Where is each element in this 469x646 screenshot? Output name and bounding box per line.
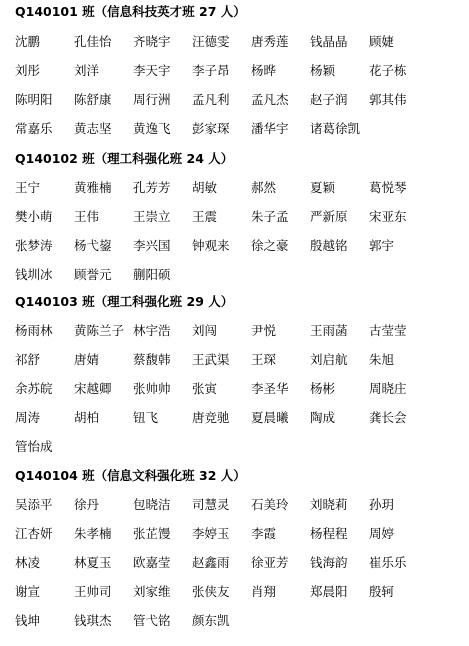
student-name: 齐晓宇	[133, 34, 171, 49]
student-name: 胡柏	[74, 410, 100, 425]
student-name: 刘彤	[15, 63, 41, 78]
student-name: 黄陈兰子	[74, 323, 125, 338]
student-name: 郑晨阳	[310, 584, 348, 599]
student-name: 李兴国	[133, 238, 171, 253]
student-name: 徐之豪	[251, 238, 289, 253]
student-name: 石美玲	[251, 497, 289, 512]
student-name: 夏晨曦	[251, 410, 289, 425]
student-name: 李霞	[251, 526, 277, 541]
student-name: 汪德雯	[192, 34, 230, 49]
student-name: 杨彬	[310, 381, 336, 396]
student-name: 龚长会	[369, 410, 407, 425]
student-name: 包晓洁	[133, 497, 171, 512]
student-name: 王震	[192, 209, 218, 224]
student-name: 林凌	[15, 555, 41, 570]
student-name: 夏颖	[310, 180, 336, 195]
student-name: 刘启航	[310, 352, 348, 367]
student-name: 杨晔	[251, 63, 277, 78]
student-name: 孙玥	[369, 497, 395, 512]
student-name: 王武渠	[192, 352, 230, 367]
student-name: 顾誉元	[74, 267, 112, 282]
student-name: 刘洋	[74, 63, 100, 78]
student-name: 严新原	[310, 209, 348, 224]
class-title: Q140103 班（理工科强化班 29 人）	[15, 294, 234, 309]
student-name: 钱晶晶	[310, 34, 348, 49]
student-name: 沈鹏	[15, 34, 41, 49]
student-name: 李圣华	[251, 381, 289, 396]
student-name: 黄逸飞	[133, 121, 171, 136]
student-name: 张芷馒	[133, 526, 171, 541]
student-name: 殷越铭	[310, 238, 348, 253]
student-name: 钱琪杰	[74, 613, 112, 628]
student-name: 唐秀莲	[251, 34, 289, 49]
student-name: 陈舒康	[74, 92, 112, 107]
student-name: 杨雨林	[15, 323, 53, 338]
student-name: 古莹莹	[369, 323, 407, 338]
student-name: 王宁	[15, 180, 41, 195]
student-name: 谢宣	[15, 584, 41, 599]
class-title: Q140104 班（信息文科强化班 32 人）	[15, 468, 246, 483]
student-name: 周晓庄	[369, 381, 407, 396]
student-name: 张侠友	[192, 584, 230, 599]
student-name: 陈明阳	[15, 92, 53, 107]
student-name: 杨程程	[310, 526, 348, 541]
student-name: 王崇立	[133, 209, 171, 224]
class-title: Q140102 班（理工科强化班 24 人）	[15, 151, 234, 166]
student-name: 林夏玉	[74, 555, 112, 570]
student-name: 崔乐乐	[369, 555, 407, 570]
student-name: 樊小萌	[15, 209, 53, 224]
student-name: 周行洲	[133, 92, 171, 107]
student-name: 钱坤	[15, 613, 41, 628]
student-name: 余苏皖	[15, 381, 53, 396]
student-name: 徐丹	[74, 497, 100, 512]
student-name: 孔佳怡	[74, 34, 112, 49]
student-name: 江杏妍	[15, 526, 53, 541]
student-name: 王帅司	[74, 584, 112, 599]
student-name: 王伟	[74, 209, 100, 224]
student-name: 黄雅楠	[74, 180, 112, 195]
student-name: 刘闯	[192, 323, 218, 338]
student-name: 王琛	[251, 352, 277, 367]
student-name: 宋亚东	[369, 209, 407, 224]
student-name: 蔡馥韩	[133, 352, 171, 367]
student-name: 王雨菡	[310, 323, 348, 338]
student-name: 杨弋鋆	[74, 238, 112, 253]
student-name: 彭家琛	[192, 121, 230, 136]
student-name: 祁舒	[15, 352, 41, 367]
student-name: 周涛	[15, 410, 41, 425]
student-name: 朱孝楠	[74, 526, 112, 541]
student-name: 郭其伟	[369, 92, 407, 107]
student-name: 顾婕	[369, 34, 395, 49]
student-name: 孔芳芳	[133, 180, 171, 195]
student-name: 管弋铭	[133, 613, 171, 628]
student-name: 黄志坚	[74, 121, 112, 136]
student-name: 孟凡利	[192, 92, 230, 107]
student-name: 赵子润	[310, 92, 348, 107]
student-name: 唐竞驰	[192, 410, 230, 425]
student-name: 司慧灵	[192, 497, 230, 512]
student-name: 陶成	[310, 410, 336, 425]
student-name: 刘晓莉	[310, 497, 348, 512]
student-name: 刘家维	[133, 584, 171, 599]
student-name: 钱圳冰	[15, 267, 53, 282]
student-name: 杨颖	[310, 63, 336, 78]
student-name: 钟观来	[192, 238, 230, 253]
student-name: 张寅	[192, 381, 218, 396]
student-name: 唐婧	[74, 352, 100, 367]
student-name: 胡敏	[192, 180, 218, 195]
class-title: Q140101 班（信息科技英才班 27 人）	[15, 4, 246, 19]
student-name: 吴添平	[15, 497, 53, 512]
student-name: 管怡成	[15, 439, 53, 454]
student-name: 朱子孟	[251, 209, 289, 224]
student-name: 葛悦琴	[369, 180, 407, 195]
student-name: 肖翔	[251, 584, 277, 599]
student-name: 郭宇	[369, 238, 395, 253]
student-name: 朱旭	[369, 352, 395, 367]
student-name: 徐亚芳	[251, 555, 289, 570]
student-name: 宋越卿	[74, 381, 112, 396]
student-name: 周婷	[369, 526, 395, 541]
student-name: 殷轲	[369, 584, 395, 599]
student-name: 孟凡杰	[251, 92, 289, 107]
student-name: 尹悦	[251, 323, 277, 338]
student-name: 郝然	[251, 180, 277, 195]
student-name: 张梦涛	[15, 238, 53, 253]
student-name: 钮飞	[133, 410, 159, 425]
student-name: 常嘉乐	[15, 121, 53, 136]
student-name: 李子昂	[192, 63, 230, 78]
student-name: 颜东凯	[192, 613, 230, 628]
student-name: 赵鑫雨	[192, 555, 230, 570]
student-name: 欧嘉莹	[133, 555, 171, 570]
student-name: 李天宇	[133, 63, 171, 78]
student-name: 蒯阳硕	[133, 267, 171, 282]
student-name: 诸葛徐凯	[310, 121, 361, 136]
student-name: 花子栋	[369, 63, 407, 78]
student-name: 潘华宇	[251, 121, 289, 136]
student-name: 林宇浩	[133, 323, 171, 338]
student-name: 李婷玉	[192, 526, 230, 541]
student-name: 张帅帅	[133, 381, 171, 396]
student-name: 钱海韵	[310, 555, 348, 570]
